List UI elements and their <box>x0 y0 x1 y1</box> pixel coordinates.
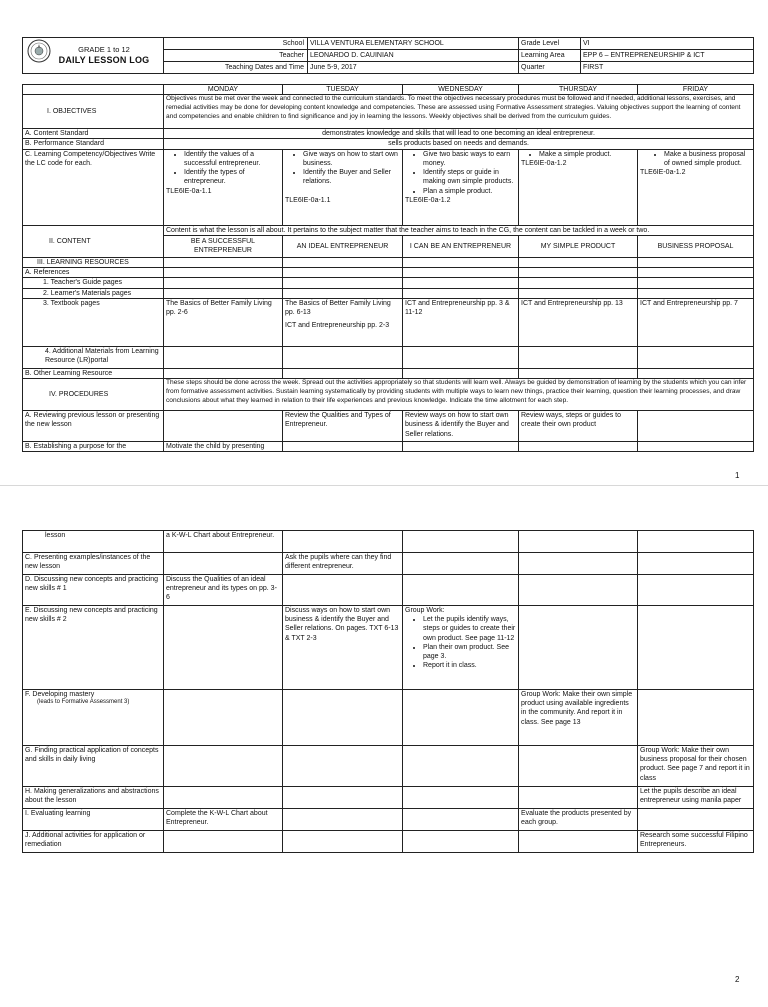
learning-area-label: Learning Area <box>519 50 581 62</box>
other-resource-label: B. Other Learning Resource <box>23 368 164 378</box>
competency-item: • Identify the Buyer and Seller relations. <box>303 168 400 186</box>
textbook-thursday: ICT and Entrepreneurship pp. 13 <box>519 298 638 346</box>
quarter-value: FIRST <box>581 62 754 74</box>
procedure-b-label: B. Establishing a purpose for the <box>23 442 164 452</box>
content-topic-thursday: MY SIMPLE PRODUCT <box>519 235 638 257</box>
header-table <box>22 37 754 74</box>
procedure-i-label: I. Evaluating learning <box>23 809 164 831</box>
school-value: VILLA VENTURA ELEMENTARY SCHOOL <box>308 38 519 50</box>
procedure-c-tuesday: Ask the pupils where can they find different entrepreneur. <box>283 553 403 575</box>
lc-code: TLE6IE-0a-1.2 <box>405 196 451 204</box>
performance-standard-text: sells products based on needs and demands. <box>164 139 754 149</box>
competency-item: • Give two basic ways to earn money. <box>423 150 516 168</box>
title-cell <box>23 38 164 74</box>
learning-area-value: EPP 6 – ENTREPRENEURSHIP & ICT <box>581 50 754 62</box>
dates-label: Teaching Dates and Time <box>164 62 308 74</box>
procedure-d-label: D. Discussing new concepts and practicing new skills # 1 <box>23 575 164 606</box>
school-label: School <box>164 38 308 50</box>
procedure-h-friday: Let the pupils describe an ideal entrepreneur using manila paper <box>638 787 754 809</box>
procedure-b-monday: Motivate the child by presenting <box>164 442 283 452</box>
content-note: Content is what the lesson is all about. It pertains to the subject matter that the teacher aims to teach in the CG, the content can be tackled in a week or two. <box>164 225 754 235</box>
teacher-value: LEONARDO D. CAUINIAN <box>308 50 519 62</box>
group-work-item: • Plan their own product. See page 3. <box>423 643 516 661</box>
day-header-friday: FRIDAY <box>638 85 754 95</box>
procedure-e-label: E. Discussing new concepts and practicing new skills # 2 <box>23 606 164 690</box>
day-header-monday: MONDAY <box>164 85 283 95</box>
page-number: 1 <box>735 471 740 480</box>
competency-friday <box>638 149 754 225</box>
learners-materials-label: 2. Learner's Materials pages <box>23 288 164 298</box>
competency-item: • Make a simple product. <box>539 150 635 159</box>
procedure-a-label: A. Reviewing previous lesson or presenting the new lesson <box>23 411 164 442</box>
page-1 <box>0 0 768 485</box>
procedure-e-wednesday <box>403 606 519 690</box>
procedure-g-label: G. Finding practical application of concepts and skills in daily living <box>23 746 164 787</box>
procedure-i-monday: Complete the K-W-L Chart about Entrepreneur. <box>164 809 283 831</box>
lesson-table-page-1 <box>22 84 754 452</box>
textbook-wednesday: ICT and Entrepreneurship pp. 3 & 11-12 <box>403 298 519 346</box>
procedure-a-wednesday: Review ways on how to start own business & identify the Buyer and Seller relations. <box>403 411 519 442</box>
procedure-j-friday: Research some successful Filipino Entrepreneurs. <box>638 831 754 853</box>
lesson-table-page-2 <box>22 530 754 853</box>
lc-code: TLE6IE-0a-1.1 <box>166 187 212 195</box>
performance-standard-label: B. Performance Standard <box>23 139 164 149</box>
objectives-label: I. OBJECTIVES <box>23 95 164 129</box>
procedure-f-sublabel: (leads to Formative Assessment 3) <box>37 699 130 706</box>
procedure-j-label: J. Additional activities for application or remediation <box>23 831 164 853</box>
textbook-tuesday <box>283 298 403 346</box>
content-label: II. CONTENT <box>23 225 164 257</box>
grade-level-label: Grade Level <box>519 38 581 50</box>
procedure-b-label-cont: lesson <box>23 531 164 553</box>
content-topic-friday: BUSINESS PROPOSAL <box>638 235 754 257</box>
competency-item: • Identify steps or guide in making own simple products. <box>423 168 516 186</box>
grade-level-value: VI <box>581 38 754 50</box>
textbook-label: 3. Textbook pages <box>23 298 164 346</box>
competency-thursday <box>519 149 638 225</box>
procedure-a-thursday: Review ways, steps or guides to create their own product <box>519 411 638 442</box>
procedure-e-tuesday: Discuss ways on how to start own business & identify the Buyer and Seller relations. On pages. TXT 6-13 & TXT 2-3 <box>283 606 403 690</box>
lc-code: TLE6IE-0a-1.1 <box>285 196 331 204</box>
resources-label: III. LEARNING RESOURCES <box>23 257 164 267</box>
competency-label: C. Learning Competency/Objectives Write the LC code for each. <box>23 149 164 225</box>
content-standard-text: demonstrates knowledge and skills that will lead to one becoming an ideal entrepreneur. <box>164 129 754 139</box>
document-title: DAILY LESSON LOG <box>58 54 150 65</box>
procedure-c-label: C. Presenting examples/instances of the new lesson <box>23 553 164 575</box>
content-topic-tuesday: AN IDEAL ENTREPRENEUR <box>283 235 403 257</box>
page-number: 2 <box>735 975 740 984</box>
procedure-i-thursday: Evaluate the products presented by each group. <box>519 809 638 831</box>
procedure-f-label: F. Developing mastery (leads to Formative Assessment 3) <box>23 690 164 746</box>
procedure-g-friday: Group Work: Make their own business proposal for their chosen product. See page 7 and report it in class <box>638 746 754 787</box>
grade-range: GRADE 1 to 12 <box>78 44 130 54</box>
content-topic-monday: BE A SUCCESSFUL ENTREPRENEUR <box>164 235 283 257</box>
competency-tuesday <box>283 149 403 225</box>
procedure-d-monday: Discuss the Qualities of an ideal entrepreneur and its types on pp. 3-6 <box>164 575 283 606</box>
competency-item: • Plan a simple product. <box>423 187 516 196</box>
group-work-item: • Let the pupils identify ways, steps or guides to create their own product. See page 11-12 <box>423 615 516 643</box>
textbook-tuesday-1: The Basics of Better Family Living pp. 6-13 <box>285 299 391 317</box>
additional-materials-label: 4. Additional Materials from Learning Resource (LR)portal <box>23 346 164 368</box>
objectives-text: Objectives must be met over the week and connected to the curriculum standards. To meet the objectives necessary procedures must be followed and if needed, additional lessons, exercises, and remedial activities may be done for developing content knowledge and competencies. These are assessed using Formative Assessment strategies. Valuing objectives support the learning of content and competencies and enable children to find significance and joy in learning the lessons. Weekly objectives shall be derived from the curriculum guides. <box>164 95 754 129</box>
day-header-wednesday: WEDNESDAY <box>403 85 519 95</box>
textbook-friday: ICT and Entrepreneurship pp. 7 <box>638 298 754 346</box>
references-label: A. References <box>23 268 164 278</box>
textbook-tuesday-2: ICT and Entrepreneurship pp. 2-3 <box>285 322 390 330</box>
quarter-label: Quarter <box>519 62 581 74</box>
dates-value: June 5-9, 2017 <box>308 62 519 74</box>
group-work-item: • Report it in class. <box>423 661 516 670</box>
day-header-tuesday: TUESDAY <box>283 85 403 95</box>
content-standard-label: A. Content Standard <box>23 129 164 139</box>
competency-item: • Give ways on how to start own business. <box>303 150 400 168</box>
procedures-note: These steps should be done across the week. Spread out the activities appropriately so that students will learn well. Always be guided by demonstration of learning by the students which you can infer from formative assessment activities. Sustain learning systematically by providing students with multiple ways to learn new things, practice their learning, question their learning processes, and draw conclusions about what they learned in relation to their life experiences and previous knowledge. Indicate the time allotment for each step. <box>164 379 754 411</box>
competency-item: • Identify the values of a successful entrepreneur. <box>184 150 280 168</box>
page-2 <box>0 485 768 1007</box>
competency-item: • Make a business proposal of owned simple product. <box>664 150 751 168</box>
content-topic-wednesday: I CAN BE AN ENTREPRENEUR <box>403 235 519 257</box>
lc-code: TLE6IE-0a-1.2 <box>521 159 567 167</box>
teachers-guide-label: 1. Teacher's Guide pages <box>23 278 164 288</box>
procedure-h-label: H. Making generalizations and abstractions about the lesson <box>23 787 164 809</box>
competency-monday <box>164 149 283 225</box>
day-header-thursday: THURSDAY <box>519 85 638 95</box>
competency-item: • Identify the types of entrepreneur. <box>184 168 280 186</box>
procedure-a-tuesday: Review the Qualities and Types of Entrepreneur. <box>283 411 403 442</box>
procedures-label: IV. PROCEDURES <box>23 379 164 411</box>
textbook-monday: The Basics of Better Family Living pp. 2-6 <box>164 298 283 346</box>
teacher-label: Teacher <box>164 50 308 62</box>
group-work-title: Group Work: <box>405 607 445 614</box>
deped-seal-icon <box>27 39 51 63</box>
procedure-f-thursday: Group Work: Make their own simple product using available ingredients in the community. And report it in class. See page 13 <box>519 690 638 746</box>
procedure-b-monday-cont: a K-W-L Chart about Entrepreneur. <box>164 531 283 553</box>
lc-code: TLE6IE-0a-1.2 <box>640 169 686 177</box>
competency-wednesday <box>403 149 519 225</box>
